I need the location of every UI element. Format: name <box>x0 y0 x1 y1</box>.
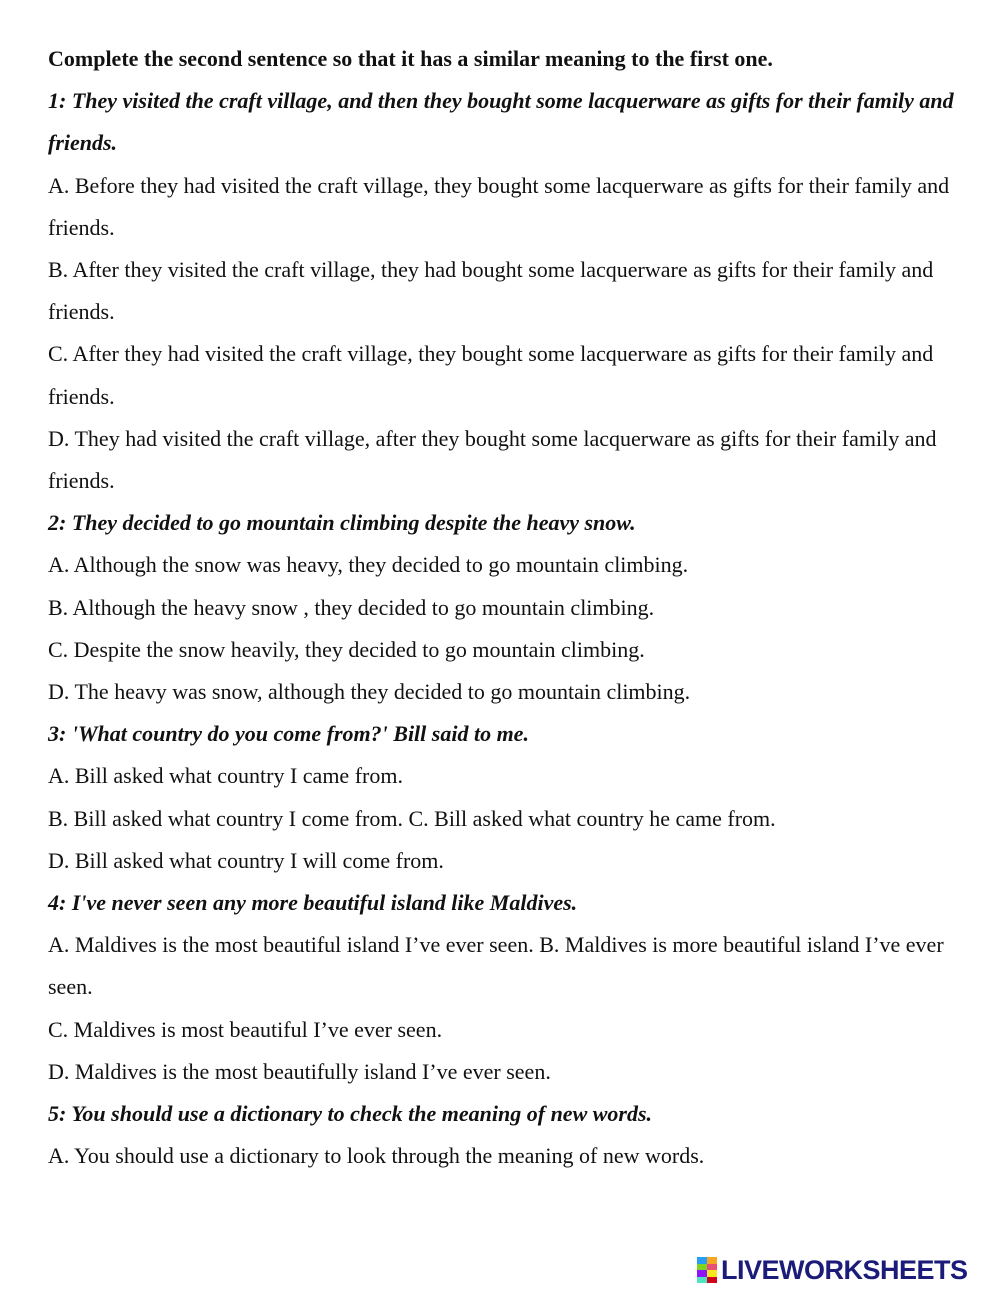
option: C. Maldives is most beautiful I’ve ever seen. <box>48 1016 443 1042</box>
option: D. They had visited the craft village, after they bought some lacquerware as gifts for their family and friends. <box>48 425 937 494</box>
option: A. Bill asked what country I came from. <box>48 763 403 789</box>
question-3 <box>48 713 963 882</box>
question-5 <box>48 1093 963 1177</box>
option: B. Although the heavy snow , they decided to go mountain climbing. <box>48 594 655 620</box>
logo-block <box>707 1277 717 1284</box>
question-prompt: 4: I've never seen any more beautiful island like Maldives. <box>48 890 578 916</box>
question-prompt: 3: 'What country do you come from?' Bill said to me. <box>48 721 529 747</box>
worksheet <box>48 38 963 1177</box>
option: A. Before they had visited the craft village, they bought some lacquerware as gifts for their family and friends. <box>48 172 950 240</box>
blocks-icon <box>697 1257 717 1283</box>
option: C. Despite the snow heavily, they decided to go mountain climbing. <box>48 636 645 662</box>
question-2 <box>48 502 963 713</box>
option: C. After they had visited the craft village, they bought some lacquerware as gifts for their family and friends. <box>48 341 934 409</box>
question-prompt: 1: They visited the craft village, and then they bought some lacquerware as gifts for their family and friends. <box>48 88 954 156</box>
brand-name: LIVEWORKSHEETS <box>721 1254 968 1285</box>
option: D. Maldives is the most beautifully island I’ve ever seen. <box>48 1058 551 1084</box>
option: D. Bill asked what country I will come from. <box>48 847 444 873</box>
option: B. After they visited the craft village, they had bought some lacquerware as gifts for their family and friends. <box>48 257 934 325</box>
option: A. Maldives is the most beautiful island I’ve ever seen. B. Maldives is more beautiful island I’ve ever seen. <box>48 932 944 1000</box>
question-prompt: 5: You should use a dictionary to check the meaning of new words. <box>48 1101 653 1127</box>
logo-block <box>697 1277 707 1284</box>
option: D. The heavy was snow, although they decided to go mountain climbing. <box>48 679 691 705</box>
instruction: Complete the second sentence so that it has a similar meaning to the first one. <box>48 46 773 71</box>
option: A. You should use a dictionary to look through the meaning of new words. <box>48 1143 705 1169</box>
option: A. Although the snow was heavy, they decided to go mountain climbing. <box>48 552 689 578</box>
option: B. Bill asked what country I come from. C. Bill asked what country he came from. <box>48 805 776 831</box>
liveworksheets-logo[interactable] <box>697 1254 968 1286</box>
question-prompt: 2: They decided to go mountain climbing despite the heavy snow. <box>48 510 636 536</box>
question-4 <box>48 882 963 1093</box>
question-1 <box>48 80 963 502</box>
